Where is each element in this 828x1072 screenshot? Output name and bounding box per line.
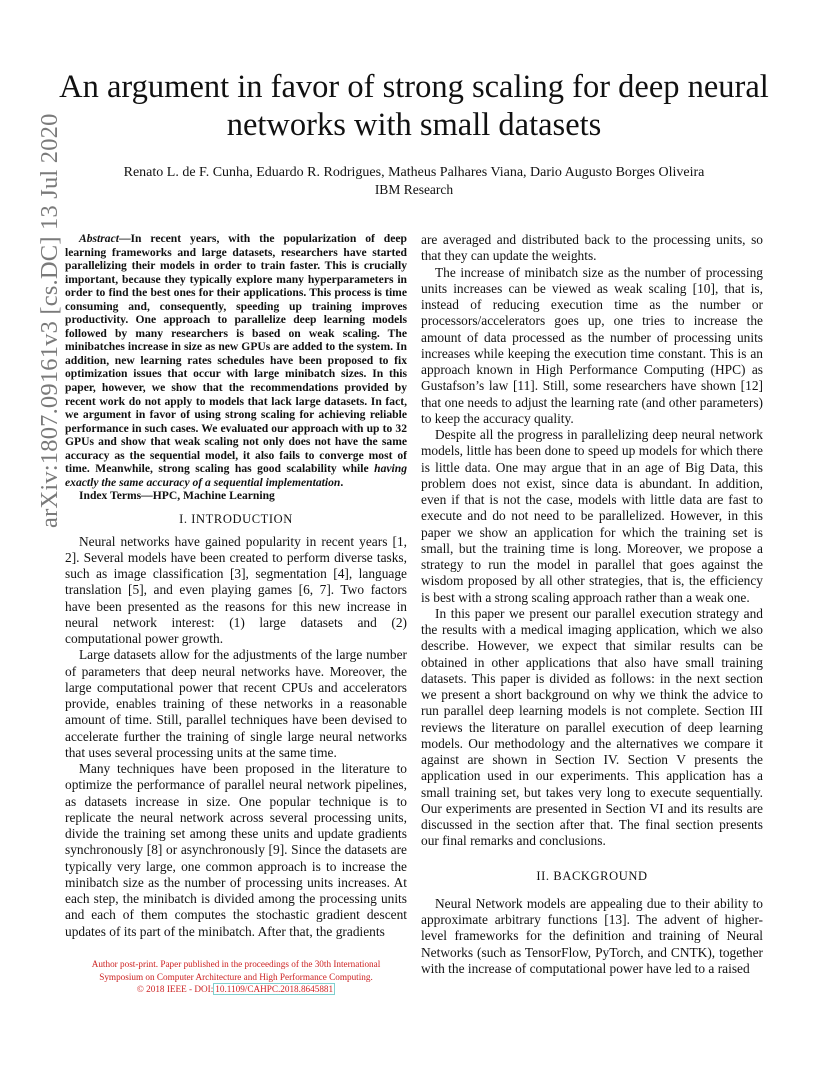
abstract (65, 232, 407, 489)
abstract-text: —In recent years, with the popularization of deep learning frameworks and large datasets, researchers have started parallelizing their models in order to train faster. This is crucially important, because they typically explore many hyperparameters in order to find the best ones for their applications. This process is time consuming and, consequently, speeding up training improves productivity. One approach to parallelize deep learning models followed by many researchers is based on weak scaling. The minibatches increase in size as new GPUs are added to the system. In addition, new learning rates schedules have been proposed to fix optimization issues that occur with large minibatch sizes. In this paper, however, we show that the recommendations provided by recent work do not apply to models that lack large datasets. In fact, we argument in favor of using strong scaling for achieving reliable performance in such cases. We evaluated our approach with up to 32 GPUs and show that weak scaling not only does not have the same accuracy as the sequential model, it also fails to converge most of time. Meanwhile, strong scaling has good scalability while (65, 232, 407, 476)
footer-copyright-prefix: © 2018 IEEE - DOI: (136, 984, 214, 994)
body-paragraph: Large datasets allow for the adjustments of the large number of parameters that deep neural networks have. Moreover, the large computational power that recent CPUs and accelerators provide, enables training of these networks in a reasonable amount of time. Still, parallel techniques have been devised to accelerate further the training of single large neural networks that uses several processing units at the same time. (65, 647, 407, 760)
index-terms-label: Index Terms (79, 489, 142, 503)
publication-footer (65, 958, 407, 996)
section-heading-background: II. BACKGROUND (536, 868, 648, 883)
footer-copyright (65, 983, 407, 996)
abstract-period: . (340, 475, 344, 489)
index-terms-text: —HPC, Machine Learning (141, 489, 275, 503)
body-paragraph: Many techniques have been proposed in the literature to optimize the performance of parallel neural network pipelines, as datasets increase in size. One popular technique is to replicate the neural network across several processing units, divide the training set among these units and update gradients synchronously [8] or asynchronously [9]. Since the datasets are typically very large, one common approach is to increase the minibatch size as the number of processing units increases. At each step, the minibatch is divided among the processing units and each of them computes the stochastic gradient descent updates of its part of the minibatch. After that, the gradients (65, 761, 407, 939)
body-paragraph: are averaged and distributed back to the processing units, so that they can update the weights. (421, 232, 763, 264)
body-paragraph: Neural Network models are appealing due to their ability to approximate arbitrary functions [13]. The advent of higher-level frameworks for the definition and training of Neural Networks (such as TensorFlow, PyTorch, and CNTK), together with the increase of computational power have led to a raised (421, 895, 763, 976)
body-paragraph: Despite all the progress in parallelizing deep neural network models, little has been done to speed up models for which there is little data. One may argue that in an age of Big Data, this problem does not exist, since data is abundant. In addition, even if that is not the case, models with little data are fast to execute and do not need to be parallelized. However, in this paper we show an application for which the training set is small, but the training time is long. Moreover, we propose a strategy to run the model in parallel that goes against the wisdom proposed by all other strategies, that is, the efficiency is best with a strong scaling approach rather than a weak one. (421, 427, 763, 605)
index-terms (65, 489, 407, 503)
body-paragraph: The increase of minibatch size as the number of processing units increases can be viewed as weak scaling [10], that is, instead of reducing execution time as the number or processors/accelerators goes up, one tries to increase the amount of data processed as the number of processing units increases while keeping the execution time constant. This is an approach known in High Performance Computing (HPC) as Gustafson’s law [11]. Still, some researchers have shown [12] that one needs to adjust the learning rate (and other parameters) to keep the accuracy quality. (421, 264, 763, 426)
body-paragraph: Neural networks have gained popularity in recent years [1, 2]. Several models have been created to perform diverse tasks, such as image classification [3], segmentation [4], language translation [5], and even playing games [6, 7]. Two factors have been presented as the reasons for this new increase in neural network interest: (1) large datasets and (2) computational power growth. (65, 533, 407, 647)
paper-title: An argument in favor of strong scaling for deep neural networks with small datasets (59, 69, 769, 143)
footer-line: Author post-print. Paper published in the proceedings of the 30th International (91, 959, 381, 969)
body-paragraph: In this paper we present our parallel execution strategy and the results with a medical imaging application, which we also describe. However, we expect that similar results can be obtained in other applications that also have small training datasets. This paper is divided as follows: in the next section we present a short background on why we think the advice to run parallel deep learning models is not complete. Section III reviews the literature on parallel execution of deep learning models. Our methodology and the alternatives we compare it against are shown in Section IV. Section V presents the application used in our experiments. This application has a small training set, but takes very long to execute sequentially. Our experiments are presented in Section VI and its results are discussed in the section after that. The final section presents our final remarks and conclusions. (421, 605, 763, 849)
arxiv-identifier[interactable]: arXiv:1807.09161v3 [cs.DC] 13 Jul 2020 (36, 113, 63, 528)
left-column (65, 232, 407, 940)
author-list: Renato L. de F. Cunha, Eduardo R. Rodrigues, Matheus Palhares Viana, Dario Augusto Borges Oliveira (123, 165, 705, 180)
abstract-label: Abstract (79, 232, 119, 245)
right-column (421, 232, 763, 977)
section-heading-introduction: I. INTRODUCTION (179, 512, 293, 527)
affiliation: IBM Research (374, 182, 454, 197)
abstract-italic-ending: having exactly the same accuracy of a sequential implementation (65, 462, 407, 489)
doi-link[interactable]: 10.1109/CAHPC.2018.8645881 (215, 984, 334, 994)
footer-line: Symposium on Computer Architecture and High Performance Computing. (99, 971, 373, 982)
